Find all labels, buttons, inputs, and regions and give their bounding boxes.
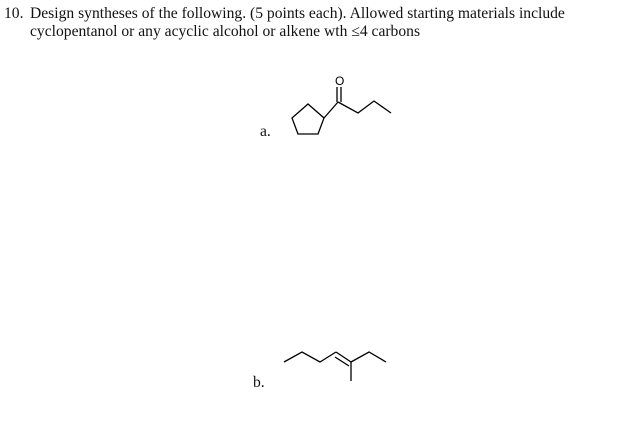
propyl-chain	[338, 101, 391, 113]
question-number: 10.	[4, 5, 24, 22]
alkene-bond-2	[335, 357, 349, 366]
ring-carbonyl-bond	[324, 102, 338, 118]
ethyl-branch	[351, 352, 386, 362]
oxygen-label: O	[335, 74, 345, 88]
structure-a-ketone	[280, 72, 420, 152]
alkene-bond-1	[336, 352, 351, 362]
question-text-line-1: Design syntheses of the following. (5 points each). Allowed starting materials include	[30, 5, 565, 22]
question-line-2	[4, 23, 636, 41]
part-a-label: a.	[260, 123, 271, 140]
question-text-line-2: cyclopentanol or any acyclic alcohol or alkene wth ≤4 carbons	[30, 23, 421, 40]
part-b-label: b.	[253, 374, 265, 391]
alkyl-chain	[284, 352, 336, 362]
question-line-1	[4, 5, 636, 23]
cyclopentane-ring	[292, 104, 324, 134]
question-10	[4, 5, 636, 41]
structure-b-alkene	[278, 340, 408, 390]
